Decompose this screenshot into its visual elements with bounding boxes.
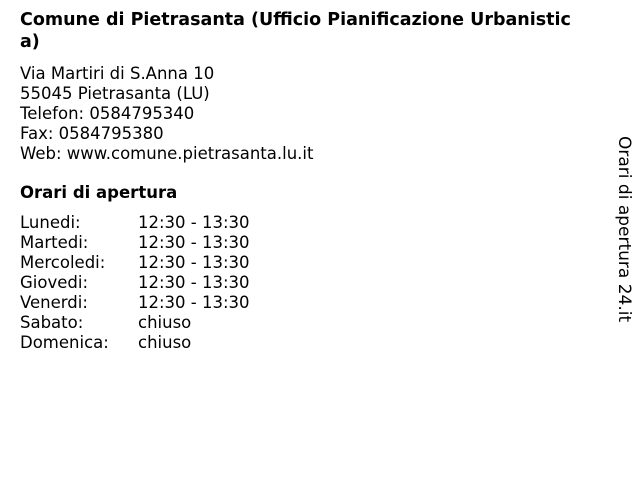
day-label: Mercoledi: [20,253,106,272]
site-watermark: Orari di apertura 24.it [614,136,634,323]
phone-number: Telefon: 0584795340 [20,104,195,123]
day-label: Giovedi: [20,273,88,292]
day-label: Sabato: [20,313,84,332]
opening-hours-table [20,213,250,353]
time-value: chiuso [138,333,192,352]
time-value: 12:30 - 13:30 [138,213,250,232]
page-title: Comune di Pietrasanta (Ufficio Pianificazione Urbanistica) [20,10,571,52]
time-value: 12:30 - 13:30 [138,293,250,312]
day-label: Lunedi: [20,213,81,232]
hours-row-friday [20,293,250,313]
time-value: 12:30 - 13:30 [138,253,250,272]
street-address: Via Martiri di S.Anna 10 [20,64,215,83]
city-address: 55045 Pietrasanta (LU) [20,84,210,103]
address-block [20,64,313,164]
hours-row-sunday [20,333,250,353]
hours-row-monday [20,213,250,233]
hours-row-saturday [20,313,250,333]
hours-row-tuesday [20,233,250,253]
opening-hours-heading: Orari di apertura [20,183,178,202]
website: Web: www.comune.pietrasanta.lu.it [20,144,314,163]
time-value: 12:30 - 13:30 [138,273,250,292]
day-label: Martedi: [20,233,89,252]
hours-row-thursday [20,273,250,293]
fax-number: Fax: 0584795380 [20,124,164,143]
time-value: chiuso [138,313,192,332]
time-value: 12:30 - 13:30 [138,233,250,252]
day-label: Venerdi: [20,293,88,312]
hours-row-wednesday [20,253,250,273]
day-label: Domenica: [20,333,109,352]
